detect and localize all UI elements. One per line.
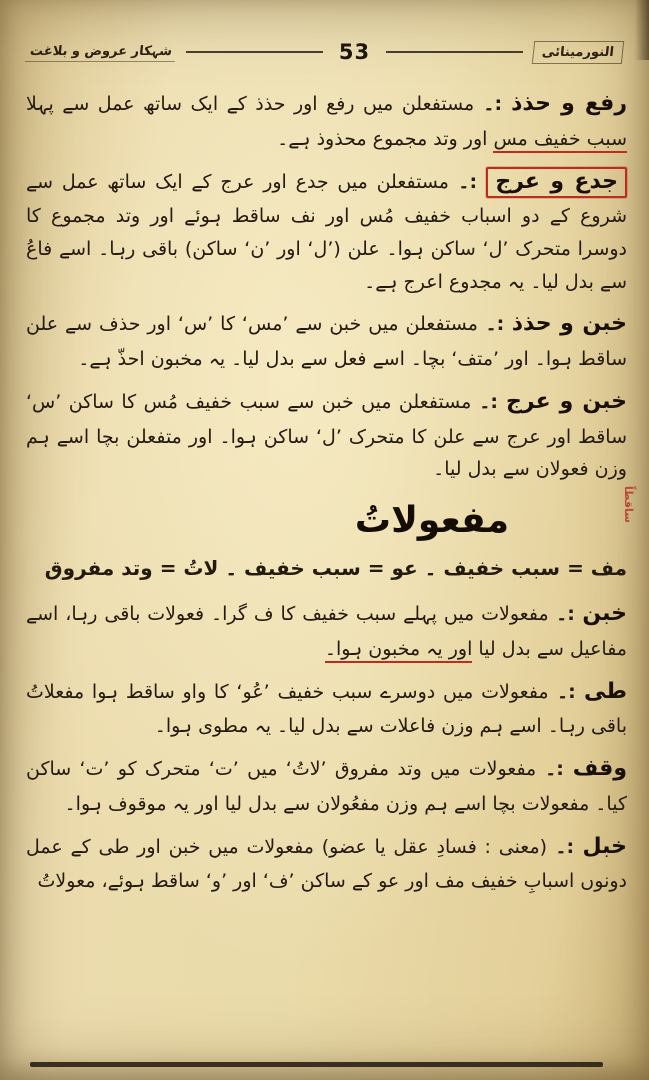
formula-line-mafoolat-breakdown: مف = سبب خفیف ۔ عو = سبب خفیف ۔ لاتُ = وتد مفروق <box>44 556 627 581</box>
body-text: اور وتد مجموع محذوذ ہے۔ <box>277 127 494 150</box>
page-number: 53 <box>338 40 371 64</box>
term-separator: :۔ <box>536 758 573 781</box>
red-underlined-phrase: اور یہ مخبون ہوا۔ <box>325 638 472 663</box>
chapter-heading-mafoolat: مفعولاتُ <box>354 500 509 542</box>
section-term-khabn-o-hazaz: خبن و حذذ <box>511 311 627 337</box>
paragraph-khabn-o-araj <box>26 383 627 486</box>
paragraph-khabl <box>26 828 627 899</box>
section-term-tai: طی <box>584 678 627 704</box>
term-separator: :۔ <box>548 680 585 703</box>
body-text: مستفعلن میں جدع اور عرج کے ایک ساتھ عمل سے شروع کے دو اسباب خفیف مُس اور نف ساقط ہوئے اور وتد مجموع کا دوسرا متحرک ’ل‘ ساکن ہوا۔ علن (’ل‘ اور ’ن‘ ساکن) باقی رہا۔ اسے فاعُ سے بدل لیا۔ یہ مجدوع اعرج ہے۔ <box>26 170 627 293</box>
page-header <box>0 0 649 70</box>
paragraph-tai <box>26 673 627 744</box>
paragraph-rafa-o-hazaz <box>26 85 627 156</box>
term-separator: :۔ <box>448 170 487 193</box>
header-rule-left <box>186 51 323 53</box>
body-text: مستفعلن میں خبن سے سبب خفیف مُس کا ساکن ’س‘ ساقط اور عرج سے علن کا متحرک ’ل‘ ساکن ہوا۔ اور متفعلن بچا اسے ہم وزن فعولان سے بدل لیا۔ <box>26 390 627 481</box>
section-term-jada-o-araj-red-boxed: جدع و عرج <box>486 167 627 198</box>
term-separator: :۔ <box>477 313 512 336</box>
term-separator: :۔ <box>474 93 512 115</box>
term-separator: :۔ <box>471 390 507 413</box>
paragraph-waqf <box>26 750 627 821</box>
paragraph-khabn-o-hazaz <box>26 305 627 376</box>
section-term-rafa-o-hazaz: رفع و حذذ <box>511 91 627 116</box>
page-content <box>0 70 649 898</box>
page-edge-shadow <box>635 0 649 60</box>
section-term-khabn-o-araj: خبن و عرج <box>506 388 627 414</box>
header-book-title: شہکار عروض و بلاغت <box>25 42 177 62</box>
header-rule-right <box>386 51 523 53</box>
paragraph-jada-o-araj <box>26 163 627 299</box>
red-underlined-phrase: سبب خفیف مس <box>493 128 627 153</box>
paragraph-khabn <box>26 595 627 666</box>
section-term-waqf: وقف <box>572 756 627 782</box>
body-text: مفعولات میں وتد مفروق ’لاتُ‘ میں ’ت‘ متحرک کو ’ت‘ ساکن کیا۔ مفعولات بچا اسے ہم وزن مفعُولان سے بدل لیا اور یہ موقوف ہوا۔ <box>26 758 627 815</box>
header-publisher-title: النورمینائی <box>532 41 624 64</box>
body-text: (معنی : فسادِ عقل یا عضو) مفعولات میں خبن اور طی کے عمل دونوں اسبابِ خفیف مف اور عو کے ساکن ’ف‘ اور ’و‘ ساقط ہوئے، معولاتُ <box>26 835 627 893</box>
handwritten-margin-note: ساقطاً <box>622 486 635 523</box>
body-text: مفعولات میں دوسرے سبب خفیف ’عُو‘ کا واو ساقط ہوا مفعلاتُ باقی رہا۔ اسے ہم وزن فاعلات سے بدل لیا۔ یہ مطوی ہوا۔ <box>26 680 627 738</box>
body-text: مفعولات میں پہلے سبب خفیف کا ف گرا۔ فعولات باقی رہا، اسے مفاعیل سے بدل لیا <box>26 603 627 660</box>
body-text: مستفعلن میں رفع اور حذذ کے ایک ساتھ عمل سے پہلا <box>26 93 475 115</box>
term-separator: :۔ <box>547 835 583 858</box>
body-text: مستفعلن میں خبن سے ’مس‘ کا ’س‘ اور حذف سے علن ساقط ہوا۔ اور ’متف‘ بچا۔ اسے فعل سے بدل لیا۔ یہ مخبون احذّ ہے۔ <box>26 313 627 371</box>
term-separator: :۔ <box>548 603 583 626</box>
section-term-khabn: خبن <box>582 601 627 627</box>
section-term-khabl: خبل <box>582 833 627 859</box>
page-bottom-edge-line <box>30 1062 603 1067</box>
